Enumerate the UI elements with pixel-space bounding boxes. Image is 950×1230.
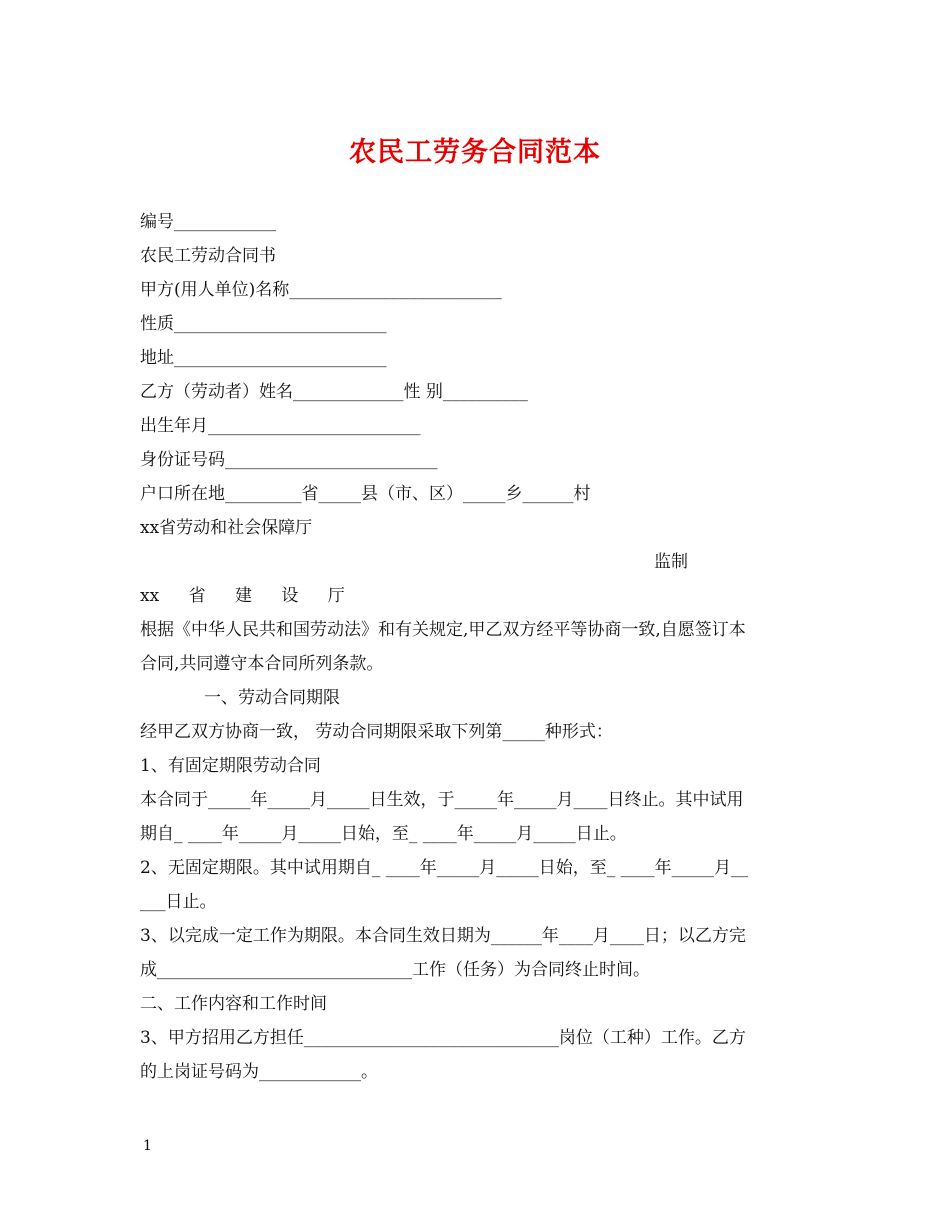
party-b-name-line: 乙方（劳动者）姓名_____________性 别__________ — [140, 382, 528, 402]
party-a-address-line: 地址_________________________ — [140, 348, 387, 368]
fixed-term-line-2: 期自_ ____年_____月_____日始，至_ ____年_____月_____日止。 — [140, 824, 627, 844]
supervision-line: 监制 — [654, 552, 688, 572]
task-term-line-1: 3、以完成一定工作为期限。本合同生效日期为______年____月____日；以乙方完 — [140, 926, 746, 946]
open-term-line-1: 2、无固定期限。其中试用期自_ ____年_____月_____日始，至_ ____年_____月__ — [140, 858, 749, 878]
preamble-line-2: 合同,共同遵守本合同所列条款。 — [140, 654, 384, 674]
issuing-department-line: xx省劳动和社会保障厅 — [140, 518, 313, 538]
construction-department-line: xx 省 建 设 厅 — [140, 586, 345, 606]
fixed-term-line-1: 本合同于_____年_____月_____日生效，于_____年_____月____日终止。其中试用 — [140, 790, 744, 810]
open-term-line-2: ___日止。 — [140, 892, 217, 912]
contract-form-line: 经甲乙双方协商一致， 劳动合同期限采取下列第_____种形式： — [140, 722, 613, 742]
task-term-line-2: 成______________________________工作（任务）为合同终止时间。 — [140, 960, 650, 980]
id-number-line: 身份证号码_________________________ — [140, 450, 438, 470]
household-registration-line: 户口所在地_________省_____县（市、区）_____乡______村 — [140, 484, 591, 504]
page-number: 1 — [143, 1138, 152, 1154]
preamble-line-1: 根据《中华人民共和国劳动法》和有关规定,甲乙双方经平等协商一致,自愿签订本 — [140, 620, 746, 640]
document-title: 农民工劳务合同范本 — [349, 137, 601, 168]
fixed-term-heading: 1、有固定期限劳动合同 — [140, 756, 321, 776]
serial-number-line: 编号____________ — [140, 212, 276, 232]
section-one-heading: 一、劳动合同期限 — [204, 688, 340, 708]
party-a-name-line: 甲方(用人单位)名称_________________________ — [140, 280, 502, 300]
job-position-line-2: 的上岗证号码为____________。 — [140, 1062, 378, 1082]
document-body — [140, 205, 812, 1089]
section-two-heading: 二、工作内容和工作时间 — [140, 994, 327, 1014]
birth-date-line: 出生年月_________________________ — [140, 416, 421, 436]
job-position-line-1: 3、甲方招用乙方担任______________________________岗位（工种）工作。乙方 — [140, 1028, 746, 1048]
party-a-nature-line: 性质_________________________ — [140, 314, 387, 334]
contract-heading-line: 农民工劳动合同书 — [140, 246, 276, 266]
